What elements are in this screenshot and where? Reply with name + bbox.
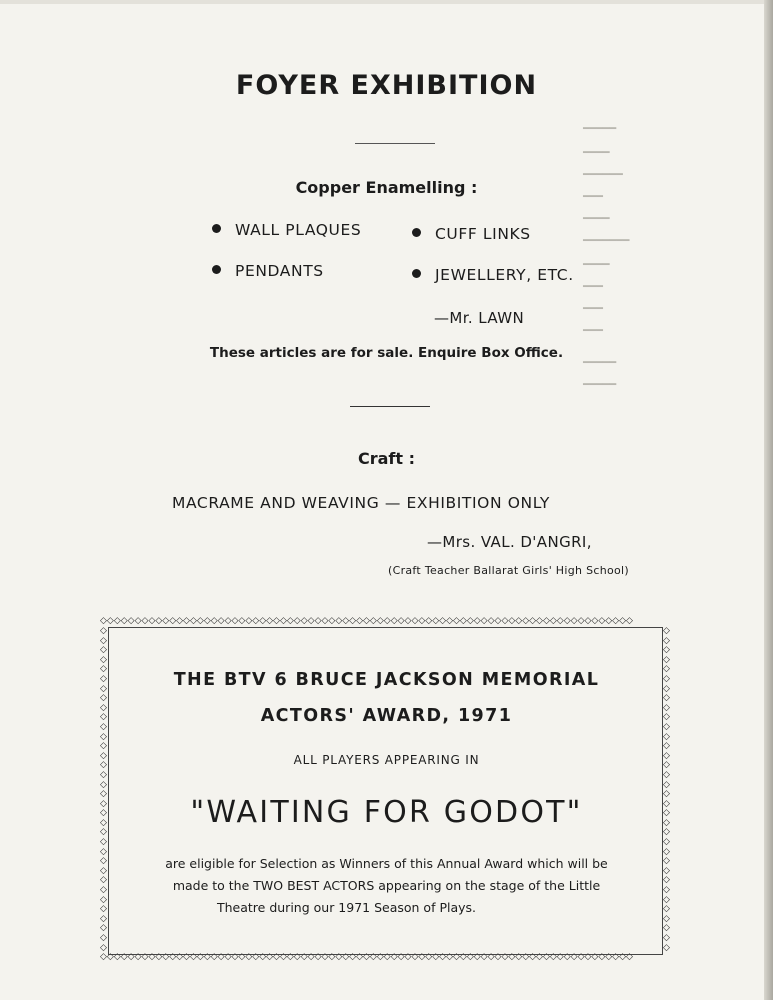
award-subtitle: ACTORS' AWARD, 1971 <box>260 706 513 726</box>
bleed-through-mark: ━━━━━ <box>583 122 617 135</box>
page-top-edge <box>0 0 773 4</box>
diamond-border-left: ◇◇◇◇◇◇◇◇◇◇◇◇◇◇◇◇◇◇◇◇◇◇◇◇◇◇◇◇◇◇◇◇◇◇ <box>100 627 107 953</box>
diamond-border-right: ◇◇◇◇◇◇◇◇◇◇◇◇◇◇◇◇◇◇◇◇◇◇◇◇◇◇◇◇◇◇◇◇◇◇ <box>663 627 670 953</box>
award-body-line: made to the TWO BEST ACTORS appearing on the stage of the Little <box>172 878 601 893</box>
list-item-label: JEWELLERY, ETC. <box>435 266 574 284</box>
bleed-through-mark: ━━━━ <box>583 258 610 271</box>
craft-credit: —Mrs. VAL. D'ANGRI, <box>427 533 592 551</box>
bleed-through-mark: ━━━━━━ <box>583 168 623 181</box>
bleed-through-mark: ━━━━ <box>583 146 610 159</box>
bleed-through-mark: ━━━━━━━ <box>583 234 630 247</box>
bleed-through-mark: ━━━ <box>583 302 603 315</box>
bleed-through-mark: ━━━━ <box>583 212 610 225</box>
craft-heading: Craft : <box>357 449 415 468</box>
list-item-label: WALL PLAQUES <box>235 221 362 239</box>
bleed-through-mark: ━━━ <box>583 324 603 337</box>
bullet-icon <box>212 224 221 233</box>
list-item <box>212 221 361 239</box>
page-title: FOYER EXHIBITION <box>235 70 538 101</box>
play-title: "WAITING FOR GODOT" <box>190 795 583 830</box>
award-eligibility: ALL PLAYERS APPEARING IN <box>293 753 480 767</box>
craft-line: MACRAME AND WEAVING — EXHIBITION ONLY <box>172 494 550 512</box>
copper-credit: —Mr. LAWN <box>434 309 525 327</box>
diamond-border-bottom: ◇◇◇◇◇◇◇◇◇◇◇◇◇◇◇◇◇◇◇◇◇◇◇◇◇◇◇◇◇◇◇◇◇◇◇◇◇◇◇◇◇◇◇◇◇◇◇◇◇◇◇◇◇◇◇◇◇◇◇◇◇◇◇◇◇◇◇◇◇◇◇◇◇◇◇◇◇ <box>100 953 633 962</box>
bullet-icon <box>412 269 421 278</box>
craft-credit-note: (Craft Teacher Ballarat Girls' High School) <box>388 564 629 577</box>
bullet-icon <box>212 265 221 274</box>
title-underline <box>355 143 435 144</box>
section-divider <box>350 406 430 407</box>
bleed-through-mark: ━━━ <box>583 280 603 293</box>
award-title: THE BTV 6 BRUCE JACKSON MEMORIAL <box>173 670 600 690</box>
copper-heading: Copper Enamelling : <box>295 178 478 197</box>
award-body-line: are eligible for Selection as Winners of this Annual Award which will be <box>165 856 608 871</box>
list-item-label: CUFF LINKS <box>435 225 531 243</box>
diamond-border-top: ◇◇◇◇◇◇◇◇◇◇◇◇◇◇◇◇◇◇◇◇◇◇◇◇◇◇◇◇◇◇◇◇◇◇◇◇◇◇◇◇◇◇◇◇◇◇◇◇◇◇◇◇◇◇◇◇◇◇◇◇◇◇◇◇◇◇◇◇◇◇◇◇◇◇◇◇◇ <box>100 617 633 626</box>
award-body-line: Theatre during our 1971 Season of Plays. <box>216 900 477 915</box>
bleed-through-mark: ━━━━━ <box>583 378 617 391</box>
sale-note: These articles are for sale. Enquire Box Office. <box>209 345 564 361</box>
bleed-through-mark: ━━━ <box>583 190 603 203</box>
list-item <box>412 266 574 284</box>
list-item-label: PENDANTS <box>235 262 324 280</box>
bullet-icon <box>412 228 421 237</box>
list-item <box>412 225 531 243</box>
page-right-edge <box>764 0 773 1000</box>
list-item <box>212 262 324 280</box>
bleed-through-mark: ━━━━━ <box>583 356 617 369</box>
